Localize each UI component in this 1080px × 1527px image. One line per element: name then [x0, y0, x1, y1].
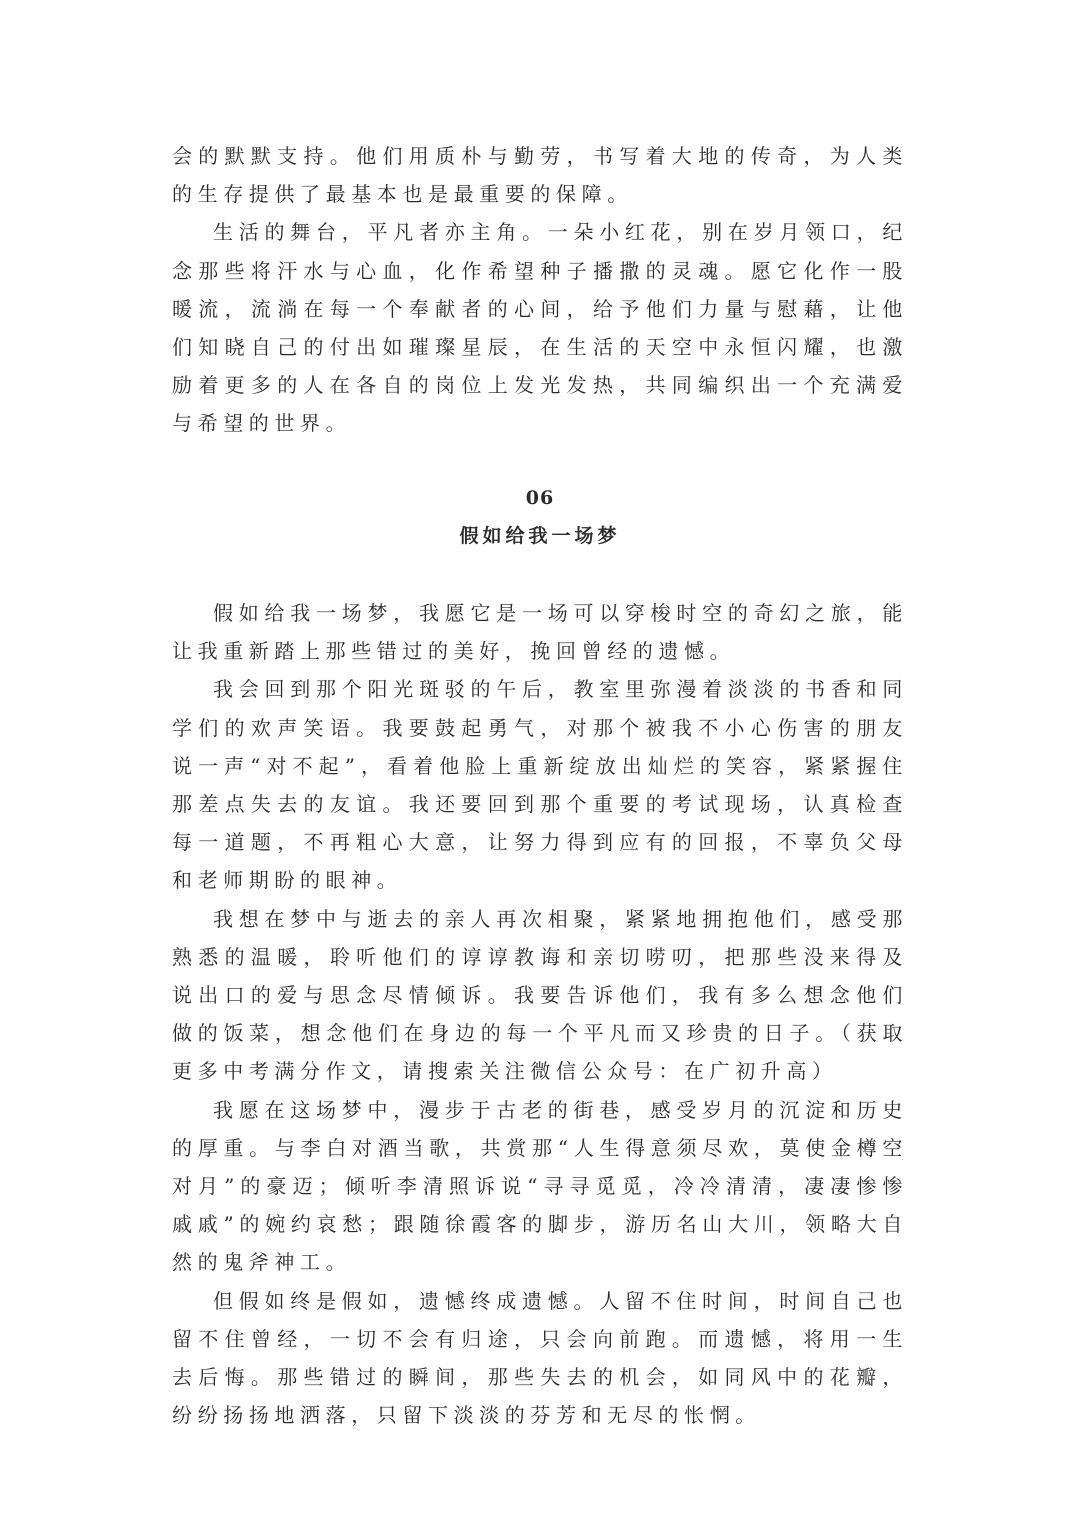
paragraph-continued: 会的默默支持。他们用质朴与勤劳，书写着大地的传奇，为人类的生存提供了最基本也是最重要的保障。 — [172, 144, 908, 207]
section-number: 06 — [525, 487, 555, 509]
paragraph: 我会回到那个阳光斑驳的午后，教室里弥漫着淡淡的书香和同学们的欢声笑语。我要鼓起勇气，对那个被我不小心伤害的朋友说一声“对不起”，看着他脸上重新绽放出灿烂的笑容，紧紧握住那差点失去的友谊。我还要回到那个重要的考试现场，认真检查每一道题，不再粗心大意，让努力得到应有的回报，不辜负父母和老师期盼的眼神。 — [172, 677, 908, 893]
paragraph: 假如给我一场梦，我愿它是一场可以穿梭时空的奇幻之旅，能让我重新踏上那些错过的美好，挽回曾经的遗憾。 — [172, 601, 908, 664]
paragraph: 但假如终是假如，遗憾终成遗憾。人留不住时间，时间自己也留不住曾经，一切不会有归途，只会向前跑。而遗憾，将用一生去后悔。那些错过的瞬间，那些失去的机会，如同风中的花瓣，纷纷扬扬地洒落，只留下淡淡的芬芳和无尽的怅惘。 — [172, 1288, 908, 1428]
section-title: 假如给我一场梦 — [459, 525, 621, 547]
essay-body — [172, 594, 908, 1434]
previous-essay-ending — [172, 137, 908, 443]
paragraph: 我愿在这场梦中，漫步于古老的街巷，感受岁月的沉淀和历史的厚重。与李白对酒当歌，共赏那“人生得意须尽欢，莫使金樽空对月”的豪迈；倾听李清照诉说“寻寻觅觅，冷冷清清，凄凄惨惨戚戚”的婉约哀愁；跟随徐霞客的脚步，游历名山大川，领略大自然的鬼斧神工。 — [172, 1097, 908, 1275]
paragraph: 生活的舞台，平凡者亦主角。一朵小红花，别在岁月领口，纪念那些将汗水与心血，化作希望种子播撒的灵魂。愿它化作一股暖流，流淌在每一个奉献者的心间，给予他们力量与慰藉，让他们知晓自己的付出如璀璨星辰，在生活的天空中永恒闪耀，也激励着更多的人在各自的岗位上发光发热，共同编织出一个充满爱与希望的世界。 — [172, 220, 908, 436]
paragraph: 我想在梦中与逝去的亲人再次相聚，紧紧地拥抱他们，感受那熟悉的温暖，聆听他们的谆谆教诲和亲切唠叨，把那些没来得及说出口的爱与思念尽情倾诉。我要告诉他们，我有多么想念他们做的饭菜，想念他们在身边的每一个平凡而又珍贵的日子。（获取更多中考满分作文，请搜索关注微信公众号：在广初升高） — [172, 906, 908, 1084]
